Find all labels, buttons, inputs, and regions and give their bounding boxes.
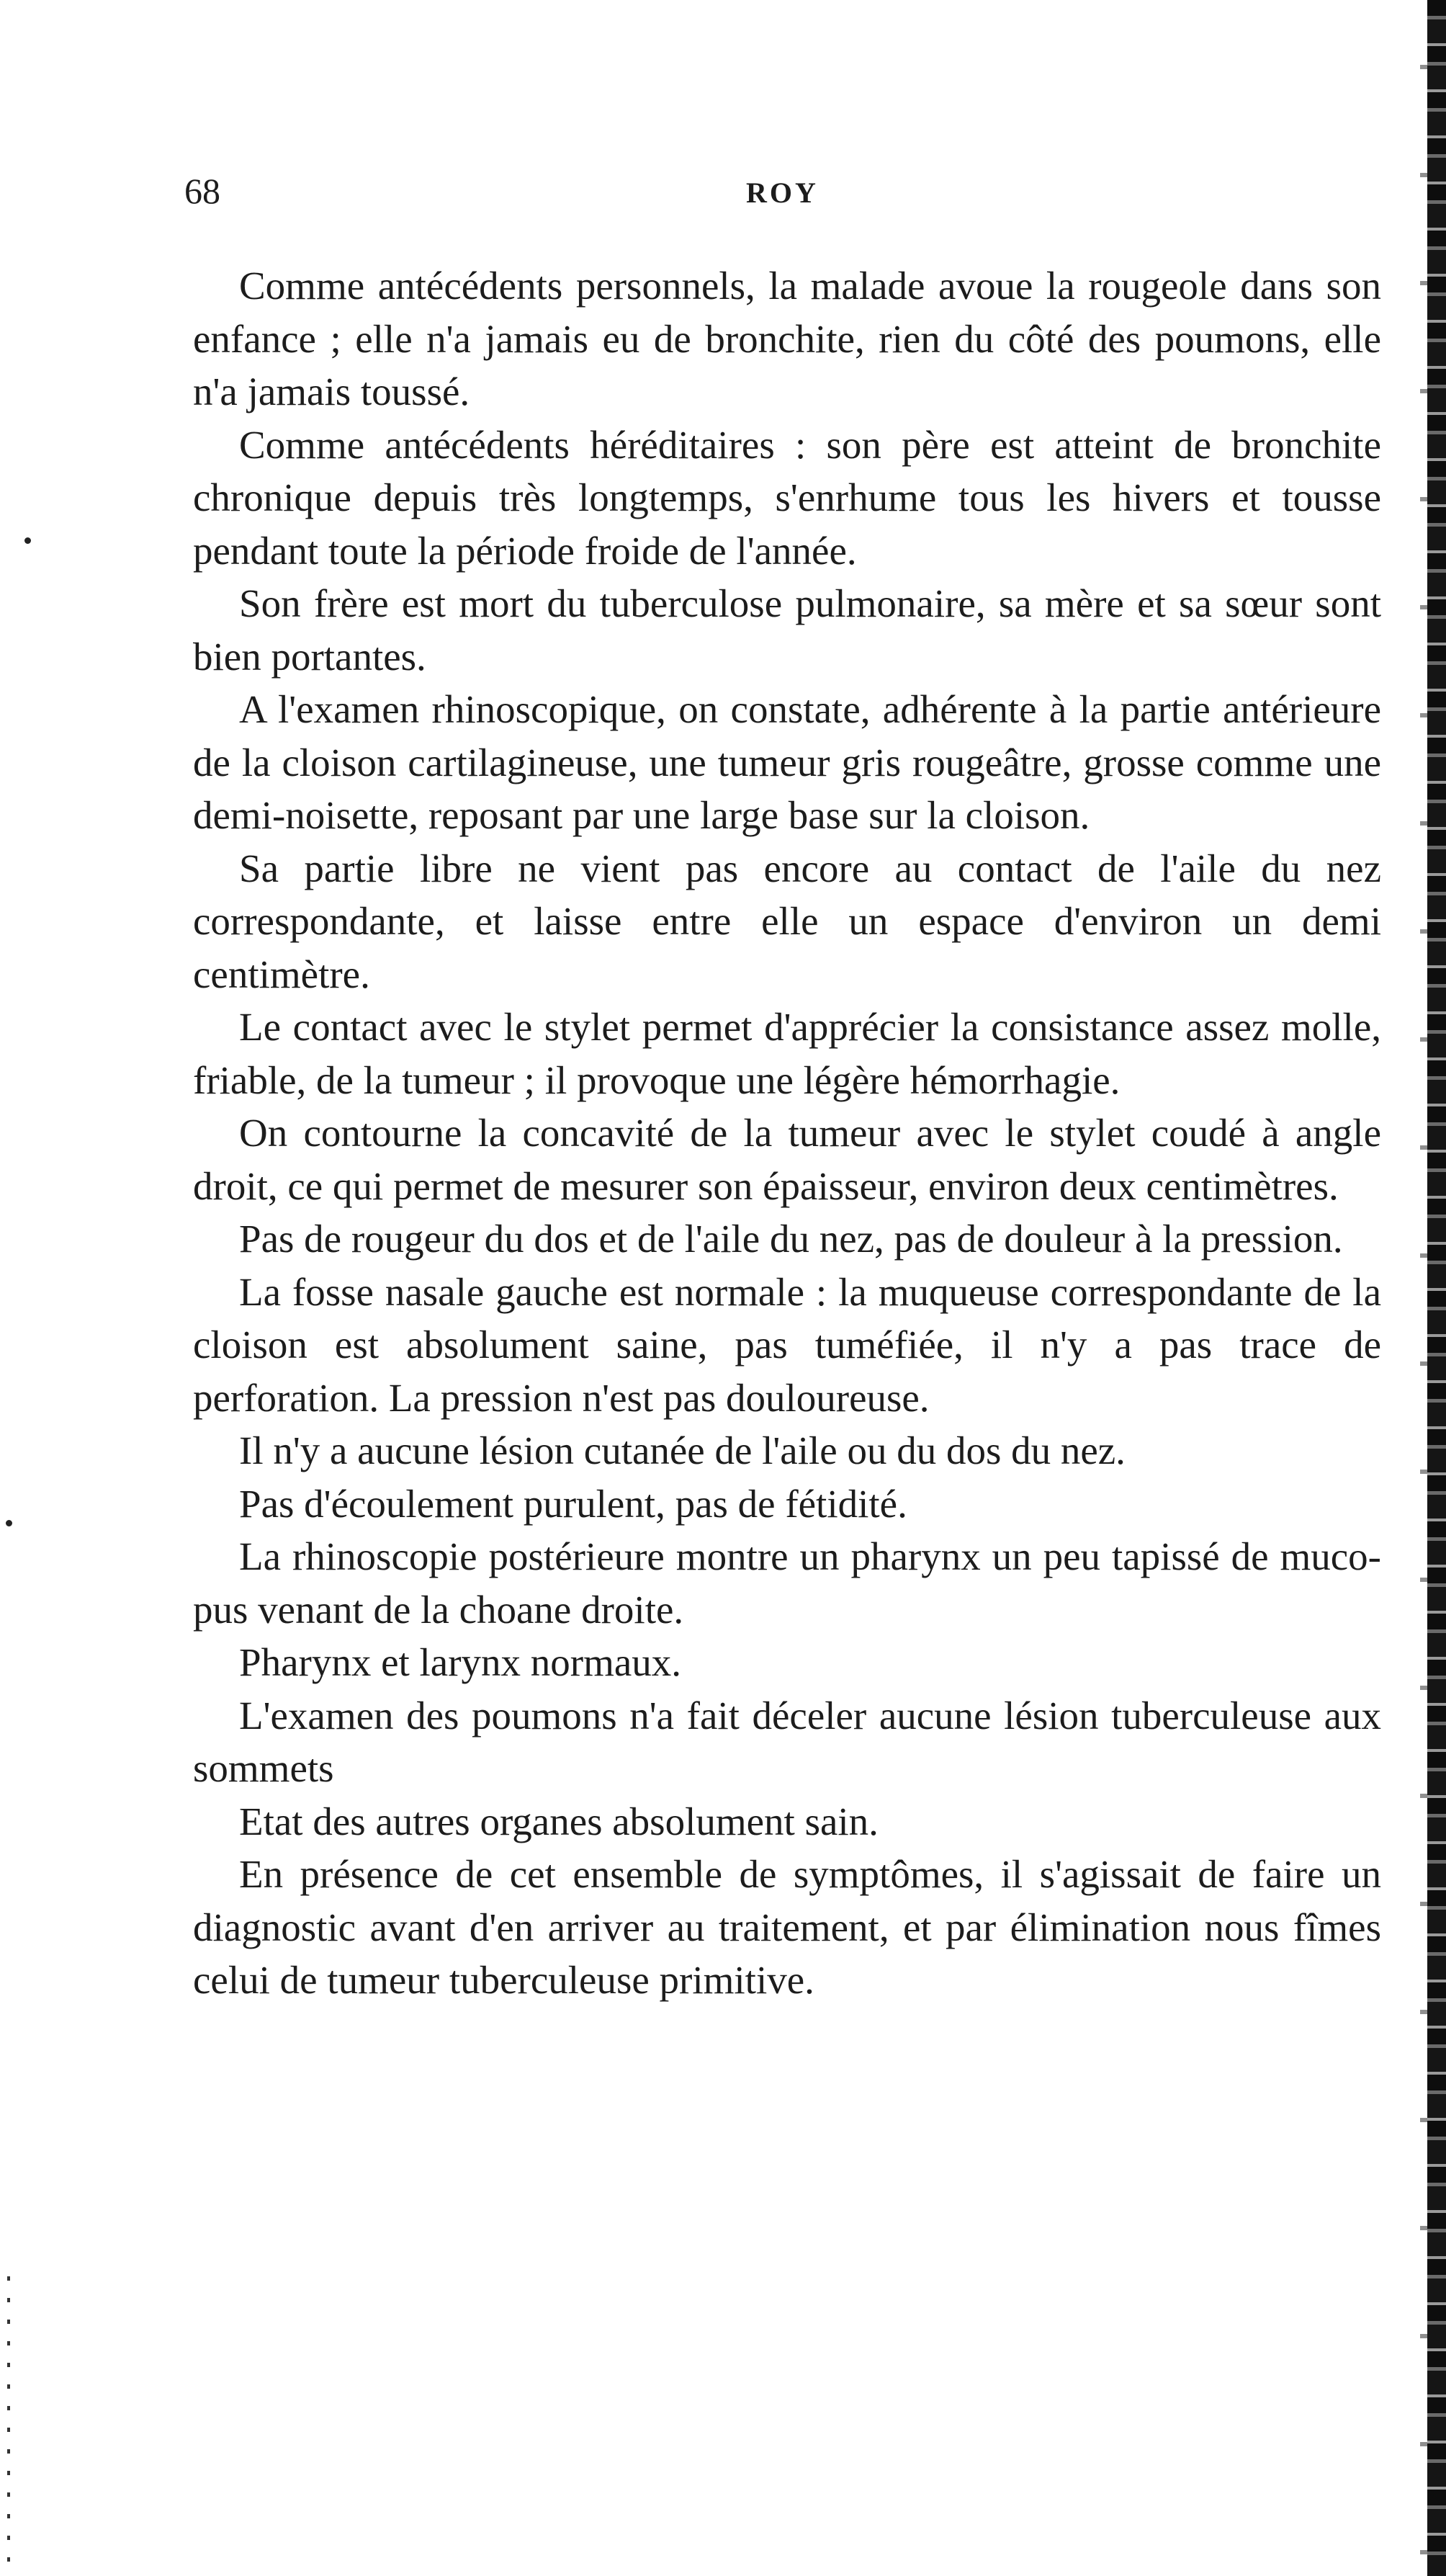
paragraph: Son frère est mort du tuberculose pulmonaire, sa mère et sa sœur sont bien portantes. [193,581,1381,679]
paragraph: Pas de rougeur du dos et de l'aile du nez, pas de douleur à la pression. [239,1217,1343,1261]
paragraph: Comme antécédents héréditaires : son père est atteint de bronchite chronique depuis très longtemps, s'enrhume tous les hivers et tousse pendant toute la période froide de l'année. [193,422,1381,573]
page-number: 68 [184,171,220,211]
paragraph: En présence de cet ensemble de symptômes, il s'agissait de faire un diagnostic avant d'en arriver au traitement, et par élimination nous fîmes celui de tumeur tuberculeuse primitive. [193,1852,1381,2002]
paragraph: Comme antécédents personnels, la malade avoue la rougeole dans son enfance ; elle n'a jamais eu de bronchite, rien du côté des poumons, elle n'a jamais toussé. [193,264,1381,413]
paragraph: Etat des autres organes absolument sain. [239,1799,879,1843]
running-head: ROY [746,176,819,209]
paragraph: Pharynx et larynx normaux. [239,1640,682,1684]
margin-ticks [7,2276,10,2564]
page-edge-shadow [1427,0,1446,2576]
paragraph: L'examen des poumons n'a fait déceler aucune lésion tuberculeuse aux sommets [193,1693,1381,1790]
paragraph: Il n'y a aucune lésion cutanée de l'aile ou du dos du nez. [239,1428,1126,1472]
paragraph: A l'examen rhinoscopique, on constate, adhérente à la partie antérieure de la cloison cartilagineuse, une tumeur gris rougeâtre, grosse comme une demi-noisette, reposant par une large base sur la cloison. [193,687,1381,837]
paragraph: La fosse nasale gauche est normale : la muqueuse correspondante de la cloison est absolument saine, pas tuméfiée, il n'y a pas trace de perforation. La pression n'est pas douloureuse. [193,1269,1381,1420]
body-text [193,259,1381,2007]
page-edge-texture [1420,0,1427,2576]
paragraph: La rhinoscopie postérieure montre un pharynx un peu tapissé de muco-pus venant de la choane droite. [193,1534,1381,1632]
paragraph: Le contact avec le stylet permet d'apprécier la consistance assez molle, friable, de la tumeur ; il provoque une légère hémorrhagie. [193,1005,1381,1102]
paragraph: On contourne la concavité de la tumeur avec le stylet coudé à angle droit, ce qui permet de mesurer son épaisseur, environ deux centimètres. [193,1111,1381,1208]
paragraph: Sa partie libre ne vient pas encore au contact de l'aile du nez correspondante, et laisse entre elle un espace d'environ un demi centimètre. [193,846,1381,996]
margin-mark [6,1520,12,1526]
margin-mark [24,537,31,544]
page-header [184,170,1365,228]
paragraph: Pas d'écoulement purulent, pas de fétidité. [239,1481,907,1526]
